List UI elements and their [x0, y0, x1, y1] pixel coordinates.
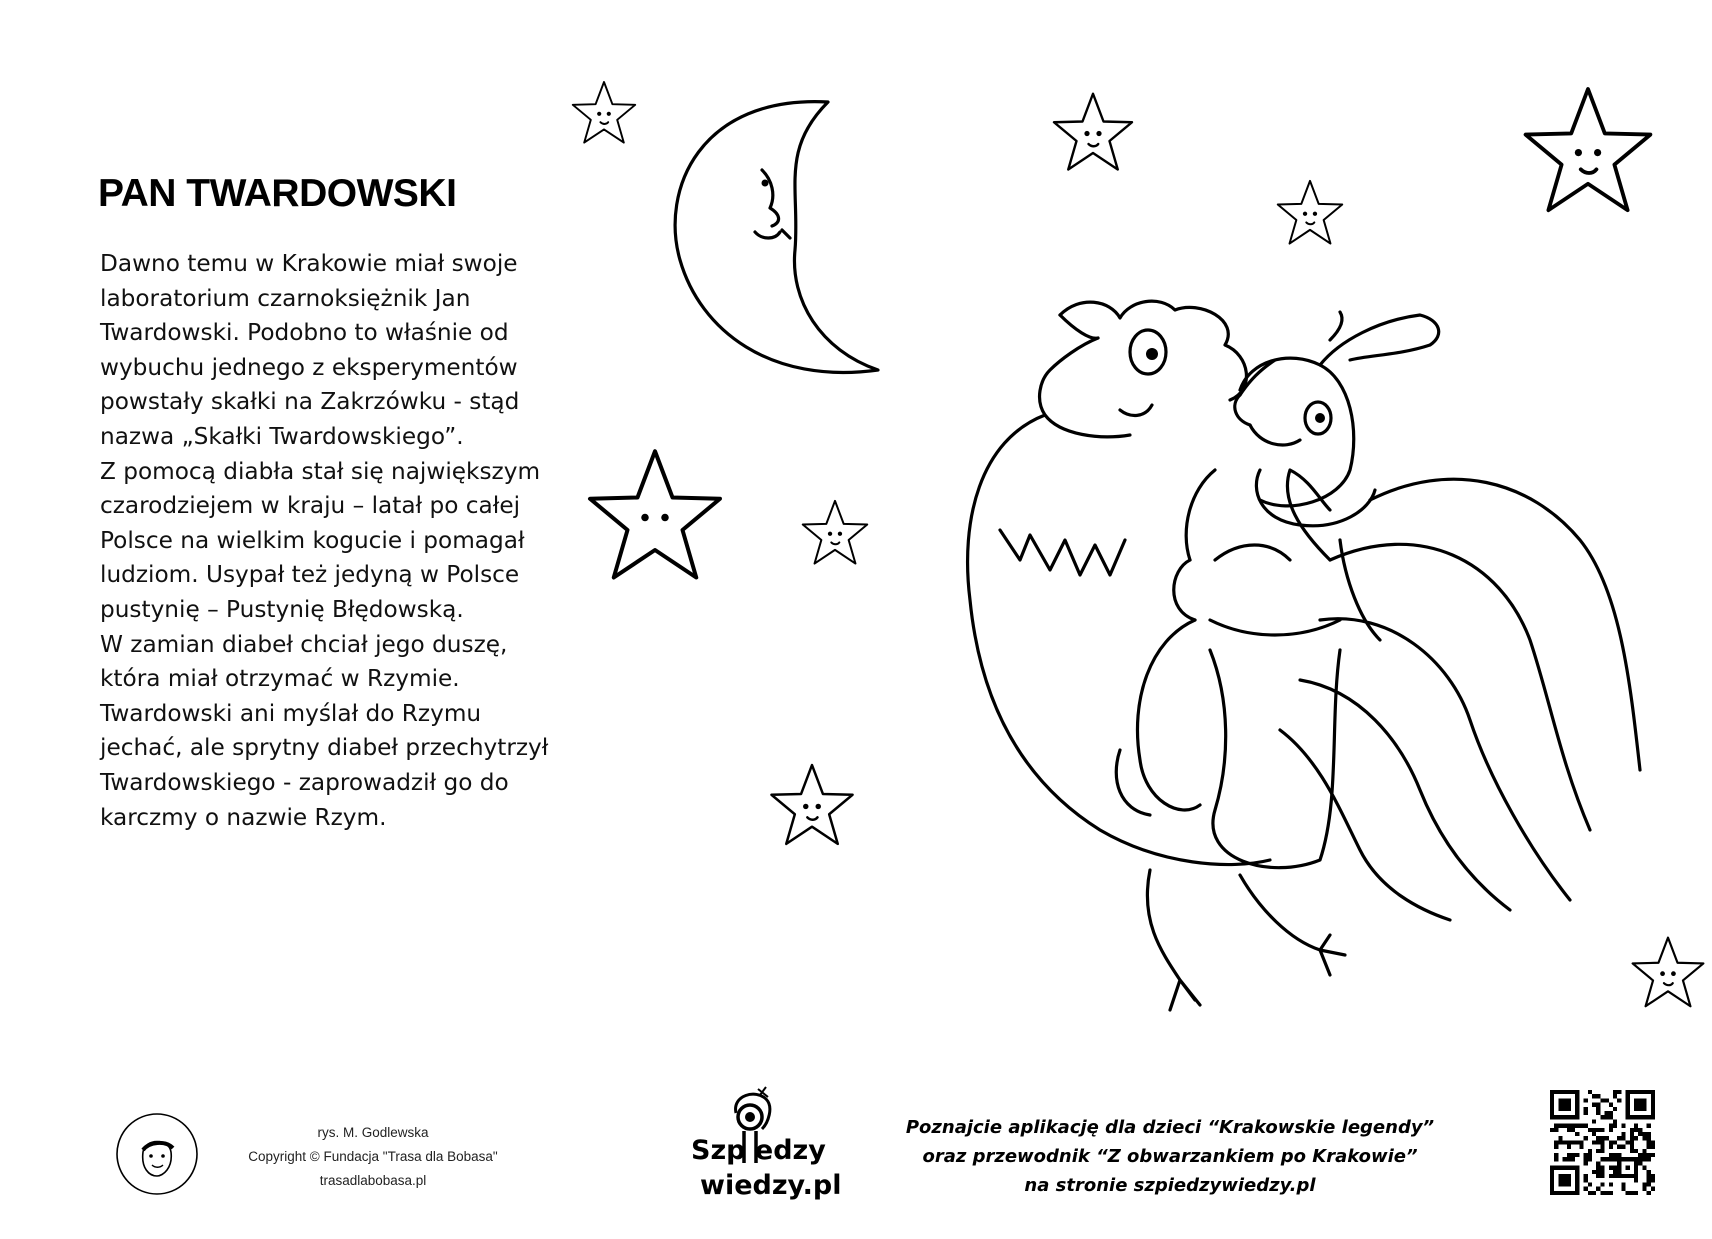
rooster-rider-icon — [968, 301, 1640, 1010]
story-line: Z pomocą diabła stał się największym — [100, 457, 541, 485]
story-line: wybuchu jednego z eksperymentów — [100, 353, 518, 381]
story-line: laboratorium czarnoksiężnik Jan — [100, 284, 471, 312]
star-icon — [1526, 89, 1651, 210]
copyright-credit: Copyright © Fundacja "Trasa dla Bobasa" — [248, 1149, 498, 1164]
story-line: ludziom. Usypał też jedyną w Polsce — [100, 561, 520, 589]
promo-text — [860, 1113, 1480, 1200]
star-icon — [1278, 181, 1342, 244]
story-line: Twardowski ani myślał do Rzymu — [100, 699, 482, 727]
star-icon — [573, 82, 635, 143]
story-line: karczmy o nazwie Rzym. — [100, 803, 387, 831]
story-line: nazwa „Skałki Twardowskiego”. — [100, 422, 464, 450]
moon-icon — [675, 102, 878, 373]
star-icon — [1054, 94, 1132, 170]
brand-name-line1: Szp edzy — [691, 1135, 826, 1166]
star-icon — [590, 451, 720, 577]
story-line: Polsce na wielkim kogucie i pomagał — [100, 526, 525, 554]
brand-name-line2: wiedzy.pl — [700, 1170, 842, 1201]
story-line: czarodziejem w kraju – latał po całej — [100, 492, 521, 520]
illustration-credits — [228, 1125, 518, 1197]
story-line: która miał otrzymać w Rzymie. — [100, 665, 460, 693]
page-title: PAN TWARDOWSKI — [98, 172, 457, 215]
promo-line: na stronie szpiedzywiedzy.pl — [1024, 1175, 1316, 1196]
credit-url: trasadlabobasa.pl — [319, 1173, 427, 1188]
story-line: Twardowski. Podobno to właśnie od — [100, 319, 509, 347]
story-line: jechać, ale sprytny diabeł przechytrzył — [100, 734, 549, 762]
star-icon — [771, 765, 852, 844]
promo-line: Poznajcie aplikację dla dzieci “Krakowskie legendy” — [905, 1117, 1435, 1138]
artist-credit: rys. M. Godlewska — [317, 1125, 429, 1140]
star-icon — [1633, 938, 1704, 1007]
story-line: powstały skałki na Zakrzówku - stąd — [100, 388, 520, 416]
star-icon — [803, 501, 867, 564]
qr-code-icon[interactable] — [1550, 1090, 1655, 1195]
story-line: Twardowskiego - zaprowadził go do — [100, 768, 509, 796]
trasa-dla-bobasa-logo — [115, 1112, 199, 1196]
story-line: W zamian diabeł chciał jego duszę, — [100, 630, 508, 658]
promo-line: oraz przewodnik “Z obwarzankiem po Krakowie” — [922, 1146, 1418, 1167]
story-line: Dawno temu w Krakowie miał swoje — [100, 250, 518, 277]
story-line: pustynię – Pustynię Błędowską. — [100, 595, 464, 623]
